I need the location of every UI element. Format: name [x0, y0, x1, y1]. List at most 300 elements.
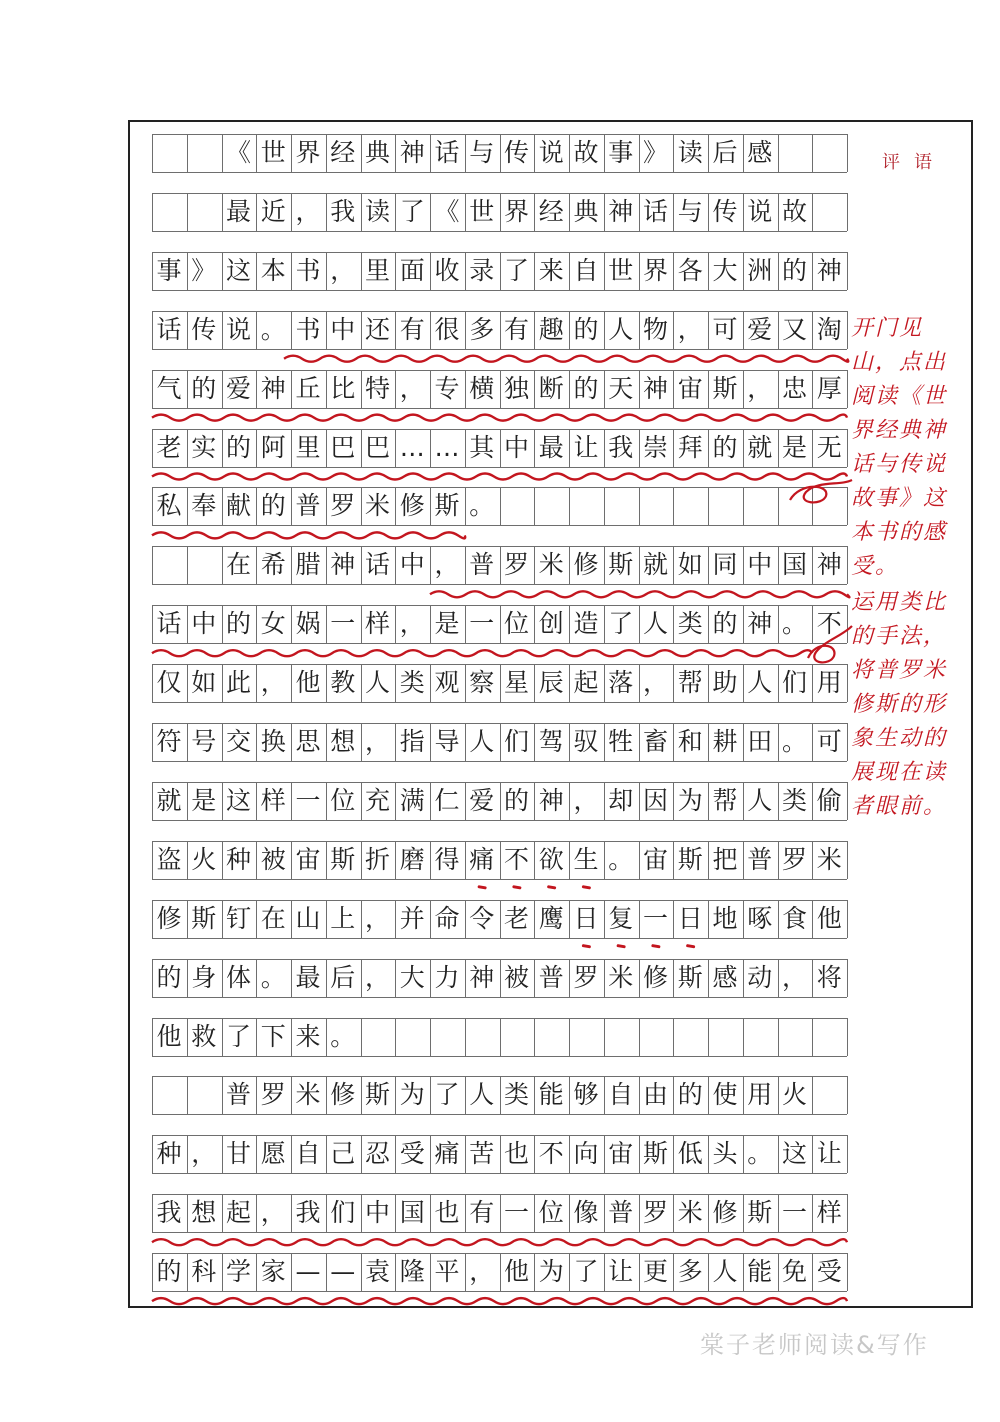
- essay-char-cell: 还: [364, 314, 390, 344]
- essay-char-cell: 腊: [295, 550, 321, 580]
- essay-char-cell: 神: [538, 785, 564, 815]
- essay-char-cell: 苦: [469, 1139, 495, 1169]
- essay-char-cell: 专: [434, 373, 460, 403]
- essay-char-cell: 驭: [573, 727, 599, 756]
- essay-char-cell: 救: [191, 1021, 217, 1051]
- grid-line: [152, 231, 847, 232]
- essay-char-cell: 这: [781, 1139, 807, 1169]
- essay-char-cell: 下: [260, 1021, 286, 1051]
- essay-char-cell: 斯: [712, 373, 738, 403]
- essay-char-cell: —: [330, 1257, 356, 1287]
- essay-char-cell: 指: [399, 727, 425, 756]
- essay-char-cell: 与: [677, 196, 703, 226]
- essay-char-cell: 们: [781, 668, 807, 698]
- essay-char-cell: 献: [225, 491, 251, 521]
- essay-char-cell: 能: [538, 1080, 564, 1110]
- essay-char-cell: 创: [538, 609, 564, 639]
- essay-char-cell: 中: [503, 432, 529, 462]
- essay-char-cell: 仁: [434, 785, 460, 815]
- essay-row: [152, 370, 847, 408]
- essay-char-cell: 书: [295, 255, 321, 285]
- essay-char-cell: 的: [503, 785, 529, 815]
- essay-char-cell: 米: [608, 962, 634, 992]
- essay-char-cell: 感: [712, 962, 738, 992]
- essay-char-cell: 人: [712, 1257, 738, 1287]
- essay-char-cell: 说: [747, 196, 773, 226]
- essay-char-cell: 不: [816, 609, 842, 639]
- essay-char-cell: 最: [538, 432, 564, 462]
- essay-char-cell: 一: [503, 1198, 529, 1228]
- essay-char-cell: 厚: [816, 373, 842, 403]
- essay-char-cell: 很: [434, 314, 460, 344]
- essay-char-cell: 罗: [260, 1080, 286, 1110]
- essay-char-cell: 田: [747, 727, 773, 756]
- essay-row: [152, 900, 847, 938]
- essay-char-cell: 宙: [608, 1139, 634, 1169]
- essay-char-cell: 罗: [642, 1198, 668, 1228]
- essay-char-cell: 命: [434, 903, 460, 933]
- essay-char-cell: 的: [712, 432, 738, 462]
- essay-char-cell: 自: [573, 255, 599, 285]
- essay-char-cell: ，: [295, 196, 321, 226]
- essay-char-cell: 修: [156, 903, 182, 933]
- essay-char-cell: [152, 546, 186, 584]
- essay-row: [152, 782, 847, 820]
- essay-char-cell: 斯: [330, 844, 356, 874]
- essay-char-cell: 多: [677, 1257, 703, 1287]
- essay-char-cell: 无: [816, 432, 842, 462]
- essay-char-cell: 奉: [191, 491, 217, 521]
- essay-char-cell: 能: [747, 1257, 773, 1287]
- essay-char-cell: —: [295, 1257, 321, 1287]
- essay-char-cell: 像: [573, 1198, 599, 1228]
- essay-char-cell: 学: [225, 1257, 251, 1287]
- essay-char-cell: 类: [399, 668, 425, 698]
- essay-char-cell: 和: [677, 727, 703, 756]
- grid-line: [847, 193, 848, 231]
- essay-char-cell: 天: [608, 373, 634, 403]
- essay-char-cell: 种: [225, 844, 251, 874]
- essay-char-cell: 有: [469, 1198, 495, 1228]
- essay-char-cell: 修: [330, 1080, 356, 1110]
- grid-line: [152, 702, 847, 703]
- essay-grid: [150, 120, 850, 1306]
- grid-line: [847, 546, 848, 584]
- essay-char-cell: 本: [260, 255, 286, 285]
- essay-char-cell: 。: [747, 1139, 773, 1169]
- essay-char-cell: 了: [503, 255, 529, 285]
- grid-line: [847, 1253, 848, 1291]
- essay-char-cell: 山: [295, 903, 321, 933]
- essay-row: [152, 1135, 847, 1173]
- essay-char-cell: 里: [295, 432, 321, 462]
- essay-char-cell: 故: [781, 196, 807, 226]
- essay-char-cell: ，: [191, 1139, 217, 1169]
- essay-char-cell: 一: [642, 903, 668, 933]
- grid-line: [152, 643, 847, 644]
- essay-char-cell: 就: [156, 785, 182, 815]
- essay-char-cell: 的: [191, 373, 217, 403]
- essay-char-cell: 得: [434, 844, 460, 874]
- essay-char-cell: 了: [608, 609, 634, 639]
- essay-char-cell: 更: [642, 1257, 668, 1287]
- essay-char-cell: 话: [156, 314, 182, 344]
- essay-char-cell: 却: [608, 785, 634, 815]
- essay-char-cell: 样: [364, 609, 390, 639]
- essay-char-cell: 经: [538, 196, 564, 226]
- essay-char-cell: 察: [469, 668, 495, 698]
- essay-char-cell: 想: [330, 727, 356, 756]
- essay-char-cell: 使: [712, 1080, 738, 1110]
- essay-char-cell: 米: [538, 550, 564, 580]
- essay-char-cell: 我: [330, 196, 356, 226]
- essay-char-cell: ，: [781, 962, 807, 992]
- essay-char-cell: 巴: [330, 432, 356, 462]
- essay-char-cell: 人: [469, 727, 495, 756]
- grid-line: [847, 1076, 848, 1114]
- essay-char-cell: 不: [538, 1139, 564, 1169]
- essay-char-cell: 。: [781, 609, 807, 639]
- essay-char-cell: 界: [295, 138, 321, 167]
- essay-char-cell: 典: [573, 196, 599, 226]
- teacher-comment-1: 开门见山，点出阅读《世界经典神话与传说故事》这本书的感受。: [851, 316, 948, 579]
- essay-char-cell: 老: [156, 432, 182, 462]
- essay-char-cell: 罗: [573, 962, 599, 992]
- essay-char-cell: 罗: [330, 491, 356, 521]
- essay-char-cell: 交: [225, 727, 251, 756]
- essay-char-cell: 免: [781, 1257, 807, 1287]
- essay-char-cell: 来: [538, 255, 564, 285]
- essay-char-cell: 忍: [364, 1139, 390, 1169]
- essay-char-cell: 忠: [781, 373, 807, 403]
- essay-char-cell: 《: [434, 196, 460, 226]
- essay-char-cell: 爱: [747, 314, 773, 344]
- essay-char-cell: 其: [469, 432, 495, 462]
- essay-row: [152, 546, 847, 584]
- grid-line: [152, 1232, 847, 1233]
- essay-char-cell: 样: [260, 785, 286, 815]
- essay-char-cell: 中: [364, 1198, 390, 1228]
- essay-char-cell: 头: [712, 1139, 738, 1169]
- essay-char-cell: 罗: [503, 550, 529, 580]
- essay-char-cell: 甘: [225, 1139, 251, 1169]
- essay-row: [152, 1018, 847, 1056]
- essay-char-cell: 用: [747, 1080, 773, 1110]
- essay-char-cell: 》: [642, 138, 668, 167]
- essay-char-cell: 也: [434, 1198, 460, 1228]
- essay-char-cell: 起: [225, 1198, 251, 1228]
- essay-char-cell: 想: [191, 1198, 217, 1228]
- essay-char-cell: 斯: [364, 1080, 390, 1110]
- essay-char-cell: 比: [330, 373, 356, 403]
- grid-line: [152, 938, 847, 939]
- essay-char-cell: ，: [399, 373, 425, 403]
- essay-char-cell: 收: [434, 255, 460, 285]
- essay-char-cell: 因: [642, 785, 668, 815]
- essay-char-cell: 教: [330, 668, 356, 698]
- essay-char-cell: ，: [642, 668, 668, 698]
- grid-line: [152, 820, 847, 821]
- essay-char-cell: 了: [225, 1021, 251, 1051]
- essay-char-cell: 身: [191, 962, 217, 992]
- essay-row: [152, 193, 847, 231]
- grid-line: [152, 879, 847, 880]
- essay-char-cell: 面: [399, 255, 425, 285]
- essay-char-cell: 家: [260, 1257, 286, 1287]
- essay-char-cell: 大: [712, 255, 738, 285]
- essay-char-cell: 斯: [677, 844, 703, 874]
- essay-row: [152, 487, 847, 525]
- essay-row: [152, 1253, 847, 1291]
- essay-char-cell: 食: [781, 903, 807, 933]
- essay-char-cell: 生: [573, 844, 599, 874]
- essay-char-cell: 他: [816, 903, 842, 933]
- essay-char-cell: 痛: [434, 1139, 460, 1169]
- grid-line: [847, 487, 848, 525]
- essay-char-cell: 说: [225, 314, 251, 344]
- essay-row: [152, 1194, 847, 1232]
- essay-char-cell: 们: [503, 727, 529, 756]
- essay-char-cell: 可: [712, 314, 738, 344]
- grid-line: [847, 782, 848, 820]
- essay-char-cell: 辰: [538, 668, 564, 698]
- essay-char-cell: ，: [330, 255, 356, 285]
- watermark: 棠子老师阅读&写作: [700, 1331, 929, 1359]
- grid-line: [847, 429, 848, 467]
- essay-char-cell: ，: [573, 785, 599, 815]
- essay-char-cell: 驾: [538, 727, 564, 756]
- essay-char-cell: 一: [295, 785, 321, 815]
- essay-char-cell: 动: [747, 962, 773, 992]
- teacher-comment-2: 运用类比的手法，将普罗米修斯的形象生动的展现在读者眼前。: [851, 590, 948, 819]
- essay-char-cell: 斯: [642, 1139, 668, 1169]
- essay-char-cell: 可: [816, 727, 842, 756]
- essay-char-cell: 故: [573, 138, 599, 167]
- essay-char-cell: 与: [469, 138, 495, 167]
- essay-char-cell: 人: [747, 668, 773, 698]
- essay-char-cell: 经: [330, 138, 356, 167]
- grid-line: [152, 761, 847, 762]
- essay-row: [152, 723, 847, 761]
- comment-column-header: 评语: [882, 152, 946, 173]
- essay-char-cell: 斯: [191, 903, 217, 933]
- essay-char-cell: [152, 1076, 186, 1114]
- essay-char-cell: 低: [677, 1139, 703, 1169]
- essay-row: [152, 134, 847, 172]
- essay-char-cell: 牲: [608, 727, 634, 756]
- essay-char-cell: 此: [225, 668, 251, 698]
- essay-char-cell: 帮: [712, 785, 738, 815]
- essay-char-cell: 这: [225, 255, 251, 285]
- essay-char-cell: 由: [642, 1080, 668, 1110]
- essay-char-cell: 如: [677, 550, 703, 580]
- essay-char-cell: 事: [156, 255, 182, 285]
- essay-char-cell: 巴: [364, 432, 390, 462]
- essay-char-cell: 同: [712, 550, 738, 580]
- essay-char-cell: 感: [747, 138, 773, 167]
- essay-char-cell: 己: [330, 1139, 356, 1169]
- essay-char-cell: 中: [747, 550, 773, 580]
- essay-char-cell: 横: [469, 373, 495, 403]
- essay-char-cell: 神: [260, 373, 286, 403]
- essay-char-cell: 米: [364, 491, 390, 521]
- essay-char-cell: 人: [608, 314, 634, 344]
- grid-line: [847, 605, 848, 643]
- essay-char-cell: 日: [573, 903, 599, 933]
- essay-char-cell: 被: [503, 962, 529, 992]
- essay-char-cell: 用: [816, 668, 842, 698]
- grid-line: [152, 525, 847, 526]
- essay-row: [152, 252, 847, 290]
- essay-char-cell: 们: [330, 1198, 356, 1228]
- essay-char-cell: 大: [399, 962, 425, 992]
- essay-char-cell: 中: [191, 609, 217, 639]
- essay-char-cell: 后: [330, 962, 356, 992]
- essay-char-cell: 界: [503, 196, 529, 226]
- essay-char-cell: 各: [677, 255, 703, 285]
- essay-char-cell: 磨: [399, 844, 425, 874]
- essay-char-cell: 。: [781, 727, 807, 756]
- essay-char-cell: 让: [816, 1139, 842, 1169]
- essay-char-cell: 宙: [642, 844, 668, 874]
- essay-char-cell: 星: [503, 668, 529, 698]
- essay-char-cell: 里: [364, 255, 390, 285]
- essay-char-cell: 将: [816, 962, 842, 992]
- essay-char-cell: 人: [469, 1080, 495, 1110]
- essay-char-cell: 充: [364, 785, 390, 815]
- essay-char-cell: 趣: [538, 314, 564, 344]
- grid-line: [152, 1056, 847, 1057]
- essay-char-cell: 淘: [816, 314, 842, 344]
- essay-char-cell: 如: [191, 668, 217, 698]
- essay-char-cell: 神: [469, 962, 495, 992]
- essay-char-cell: 拜: [677, 432, 703, 462]
- essay-char-cell: 独: [503, 373, 529, 403]
- essay-char-cell: 复: [608, 903, 634, 933]
- essay-char-cell: 》: [191, 255, 217, 285]
- essay-char-cell: 洲: [747, 255, 773, 285]
- essay-char-cell: 最: [295, 962, 321, 992]
- essay-char-cell: 是: [434, 609, 460, 639]
- essay-char-cell: 话: [156, 609, 182, 639]
- essay-char-cell: 。: [260, 314, 286, 344]
- essay-row: [152, 841, 847, 879]
- grid-line: [847, 841, 848, 879]
- essay-char-cell: 一: [330, 609, 356, 639]
- essay-char-cell: 也: [503, 1139, 529, 1169]
- essay-char-cell: [187, 1076, 221, 1114]
- essay-char-cell: 的: [225, 609, 251, 639]
- essay-char-cell: 的: [260, 491, 286, 521]
- essay-char-cell: 了: [434, 1080, 460, 1110]
- essay-char-cell: 并: [399, 903, 425, 933]
- essay-char-cell: 力: [434, 962, 460, 992]
- essay-char-cell: 传: [712, 196, 738, 226]
- essay-char-cell: 平: [434, 1257, 460, 1287]
- essay-char-cell: 老: [503, 903, 529, 933]
- essay-char-cell: 种: [156, 1139, 182, 1169]
- essay-char-cell: 的: [156, 1257, 182, 1287]
- grid-line: [847, 134, 848, 172]
- essay-char-cell: 。: [260, 962, 286, 992]
- essay-char-cell: [152, 134, 186, 172]
- essay-char-cell: 中: [399, 550, 425, 580]
- essay-char-cell: 事: [608, 138, 634, 167]
- essay-char-cell: 话: [364, 550, 390, 580]
- essay-row: [152, 664, 847, 702]
- essay-row: [152, 311, 847, 349]
- essay-char-cell: ，: [260, 1198, 286, 1228]
- essay-char-cell: 。: [469, 491, 495, 521]
- essay-char-cell: 宙: [677, 373, 703, 403]
- essay-char-cell: 有: [503, 314, 529, 344]
- grid-line: [152, 1291, 847, 1292]
- essay-char-cell: 修: [642, 962, 668, 992]
- essay-char-cell: 普: [469, 550, 495, 580]
- grid-line: [152, 997, 847, 998]
- essay-char-cell: 神: [747, 609, 773, 639]
- essay-char-cell: 上: [330, 903, 356, 933]
- essay-char-cell: 体: [225, 962, 251, 992]
- essay-char-cell: 阿: [260, 432, 286, 462]
- essay-char-cell: 普: [608, 1198, 634, 1228]
- grid-line: [847, 252, 848, 290]
- essay-char-cell: 的: [225, 432, 251, 462]
- essay-char-cell: 神: [608, 196, 634, 226]
- essay-char-cell: 修: [399, 491, 425, 521]
- essay-char-cell: 痛: [469, 844, 495, 874]
- essay-char-cell: 位: [503, 609, 529, 639]
- essay-char-cell: 世: [608, 255, 634, 285]
- essay-char-cell: 够: [573, 1080, 599, 1110]
- essay-char-cell: 世: [260, 138, 286, 167]
- essay-char-cell: ，: [399, 609, 425, 639]
- essay-char-cell: ，: [364, 727, 390, 756]
- essay-char-cell: 位: [538, 1198, 564, 1228]
- grid-line: [847, 1018, 848, 1056]
- essay-char-cell: 斯: [677, 962, 703, 992]
- essay-char-cell: 类: [781, 785, 807, 815]
- essay-char-cell: 神: [330, 550, 356, 580]
- essay-char-cell: [152, 193, 186, 231]
- essay-char-cell: 来: [295, 1021, 321, 1051]
- essay-char-cell: 就: [747, 432, 773, 462]
- grid-line: [152, 408, 847, 409]
- essay-char-cell: 界: [642, 255, 668, 285]
- essay-char-cell: 助: [712, 668, 738, 698]
- essay-char-cell: 被: [260, 844, 286, 874]
- essay-char-cell: 他: [503, 1257, 529, 1287]
- grid-line: [152, 1114, 847, 1115]
- essay-char-cell: 实: [191, 432, 217, 462]
- essay-char-cell: 米: [677, 1198, 703, 1228]
- essay-char-cell: ，: [469, 1257, 495, 1287]
- essay-char-cell: 的: [712, 609, 738, 639]
- essay-char-cell: 起: [573, 668, 599, 698]
- essay-char-cell: 有: [399, 314, 425, 344]
- essay-char-cell: 神: [642, 373, 668, 403]
- essay-char-cell: 传: [503, 138, 529, 167]
- essay-char-cell: 自: [295, 1139, 321, 1169]
- essay-char-cell: 斯: [434, 491, 460, 521]
- essay-char-cell: 物: [642, 314, 668, 344]
- essay-char-cell: 观: [434, 668, 460, 698]
- essay-char-cell: 希: [260, 550, 286, 580]
- essay-char-cell: 私: [156, 491, 182, 521]
- essay-char-cell: 特: [364, 373, 390, 403]
- essay-char-cell: 啄: [747, 903, 773, 933]
- essay-char-cell: 神: [399, 138, 425, 167]
